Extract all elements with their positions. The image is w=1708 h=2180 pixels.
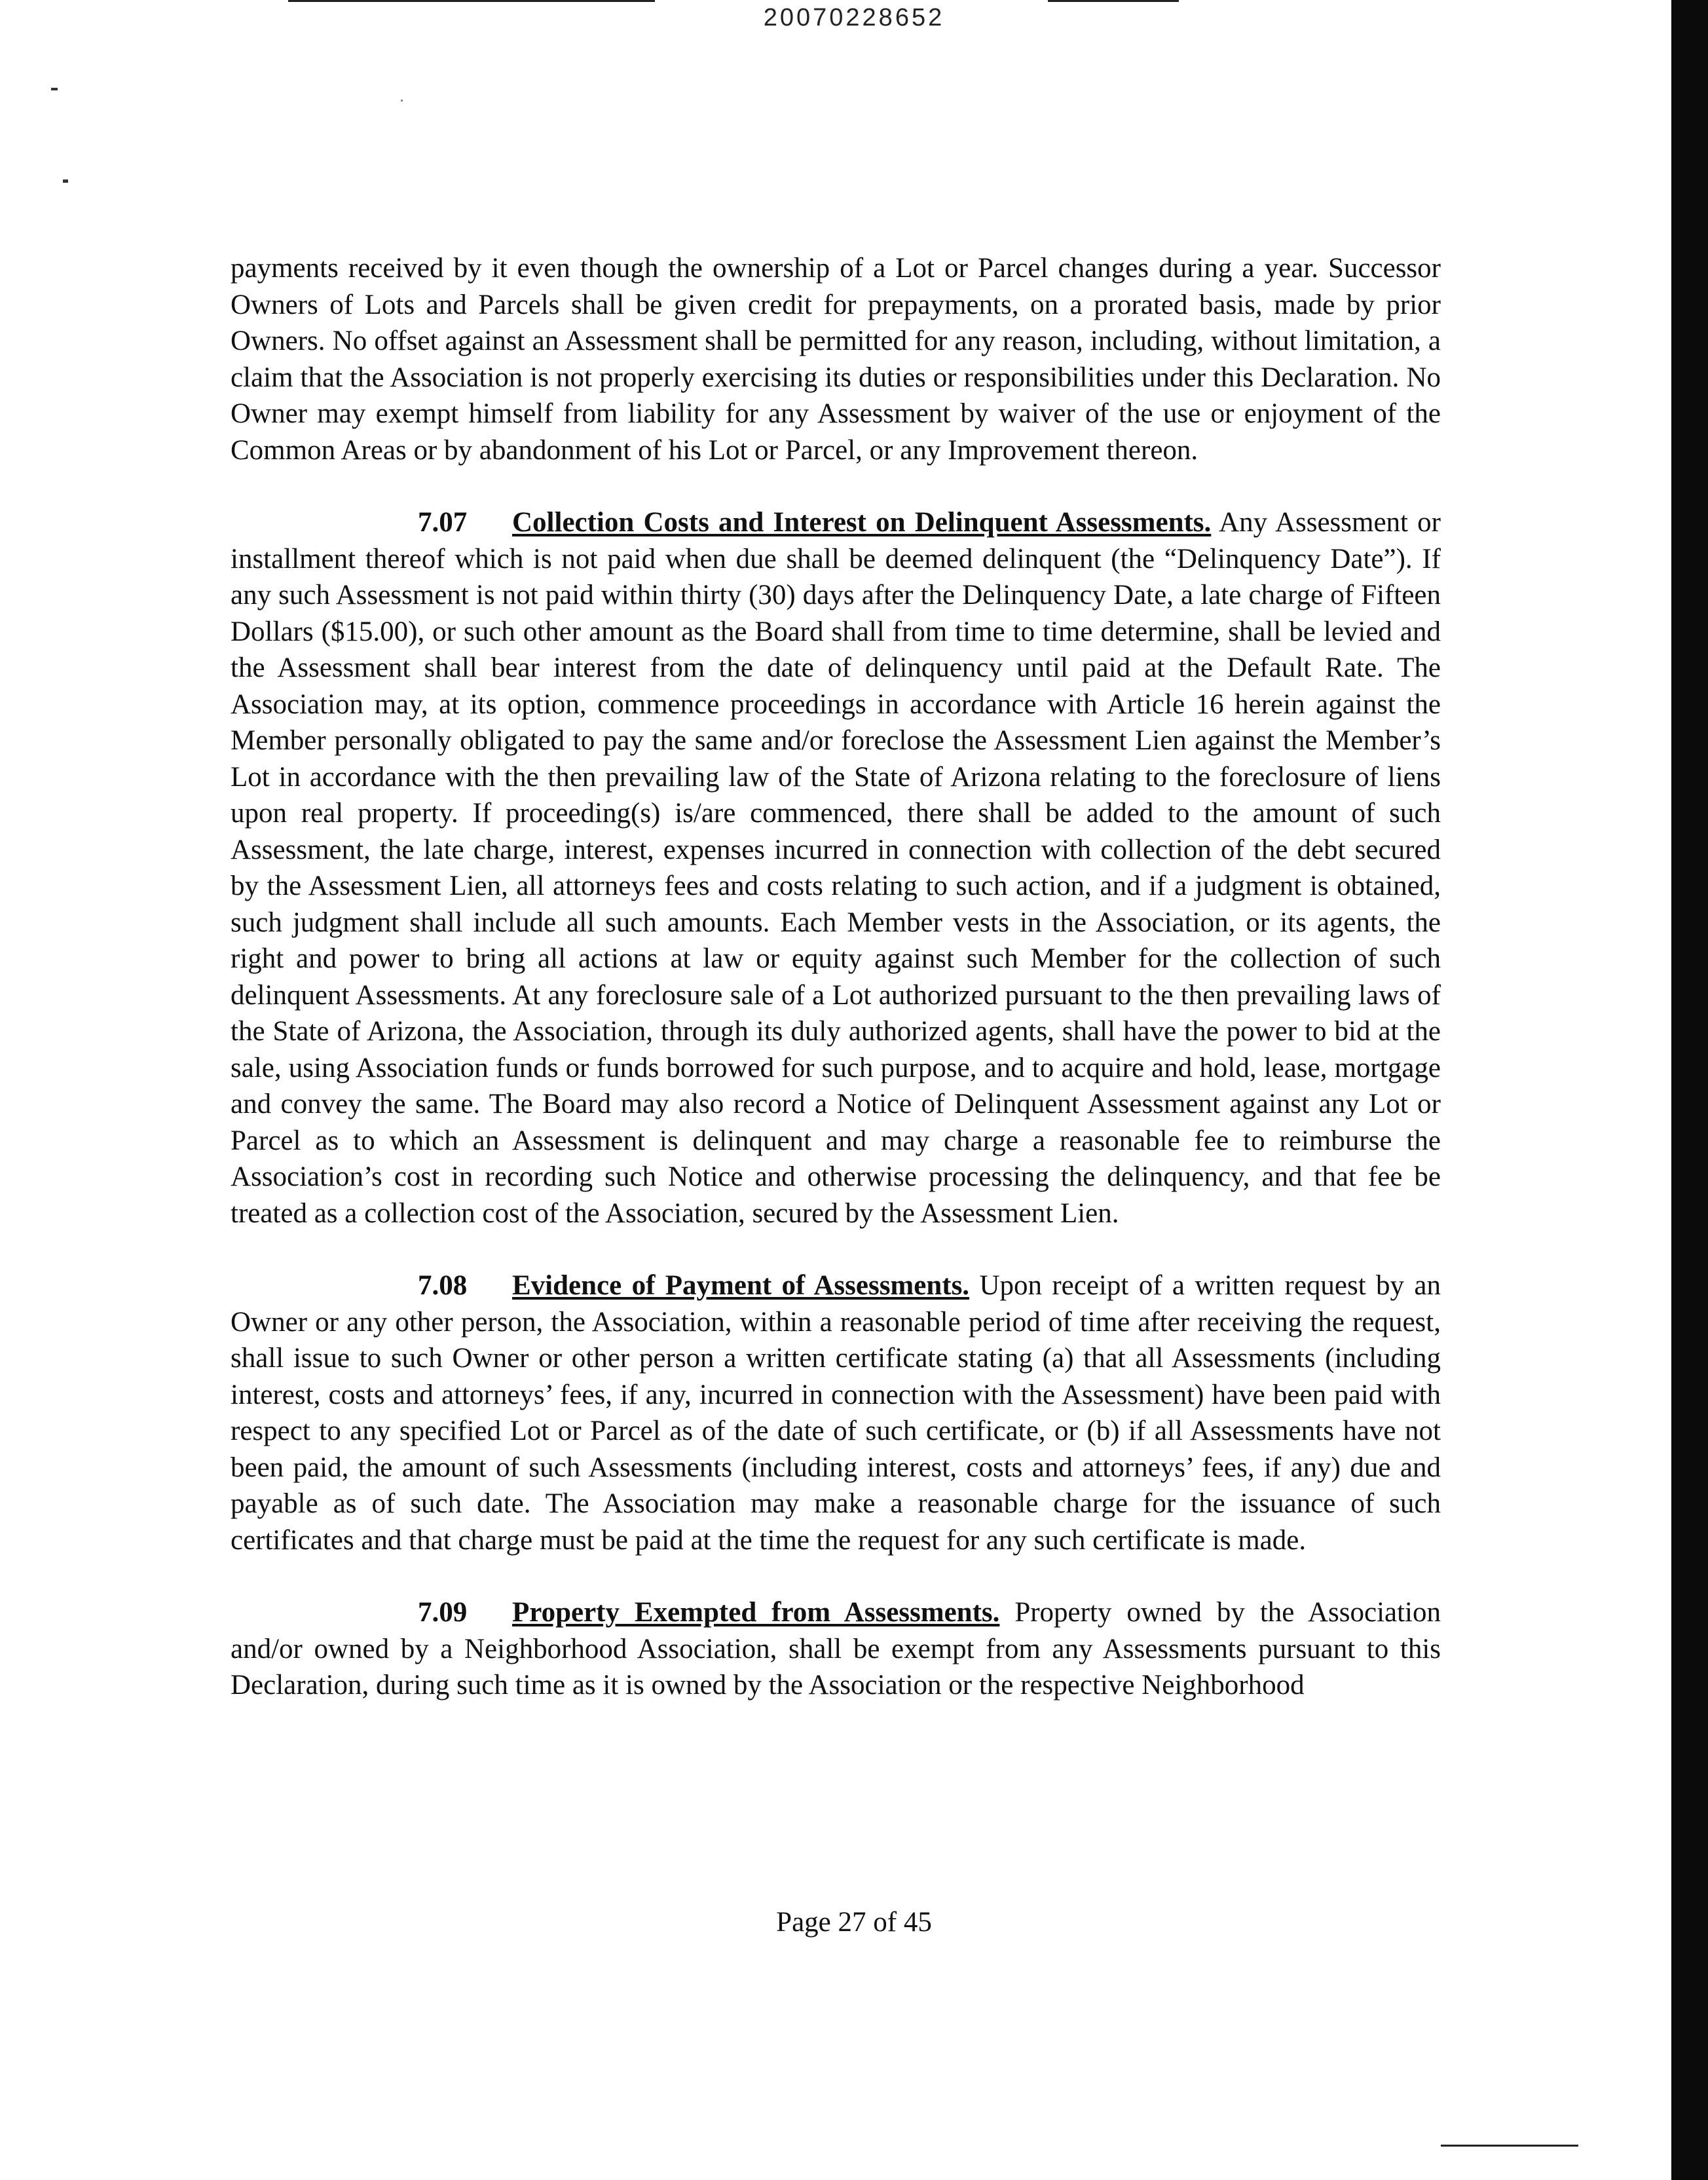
section-number: 7.09 bbox=[418, 1597, 468, 1628]
header-rule-left bbox=[288, 0, 655, 2]
section-7-07 bbox=[231, 504, 1441, 1231]
scan-edge-shadow bbox=[1671, 0, 1708, 2180]
section-heading: Property Exempted from Assessments. bbox=[512, 1597, 1000, 1628]
paragraph-text: Property owned by the Association and/or owned by a Neighborhood Association, shall be exempt from any Assessments pursuant to this Declaration, during such time as it is owned by the Association or the respective Neighborhood bbox=[231, 1597, 1441, 1701]
header-rule-right bbox=[1048, 0, 1179, 2]
section-7-08 bbox=[231, 1268, 1441, 1558]
section-number: 7.07 bbox=[418, 507, 468, 538]
document-body bbox=[231, 250, 1441, 1704]
recording-number: 20070228652 bbox=[763, 4, 945, 31]
scan-speck bbox=[401, 100, 403, 102]
paragraph-text: Upon receipt of a written request by an Owner or any other person, the Association, within a reasonable period of time after receiving the request, shall issue to such Owner or other person a written certificate stating (a) that all Assessments (including interest, costs and attorneys’ fees, if any, incurred in connection with the Assessment) have been paid with respect to any specified Lot or Parcel as of the date of such certificate, or (b) if all Assessments have not been paid, the amount of such Assessments (including interest, costs and attorneys’ fees, if any) due and payable as of such date. The Association may make a reasonable charge for the issuance of such certificates and that charge must be paid at the time the request for any such certificate is made. bbox=[231, 1270, 1441, 1556]
section-heading: Evidence of Payment of Assessments. bbox=[512, 1270, 970, 1301]
scan-speck bbox=[63, 179, 68, 183]
paragraph-text: Any Assessment or installment thereof which is not paid when due shall be deemed delinquent (the “Delinquency Date”). If any such Assessment is not paid within thirty (30) days after the Delinquency Date, a late charge of Fifteen Dollars ($15.00), or such other amount as the Board shall from time to time determine, shall be levied and the Assessment shall bear interest from the date of delinquency until paid at the Default Rate. The Association may, at its option, commence proceedings in accordance with Article 16 herein against the Member personally obligated to pay the same and/or foreclose the Assessment Lien against the Member’s Lot in accordance with the then prevailing law of the State of Arizona relating to the foreclosure of liens upon real property. If proceeding(s) is/are commenced, there shall be added to the amount of such Assessment, the late charge, interest, expenses incurred in connection with collection of the debt secured by the Assessment Lien, all attorneys fees and costs relating to such action, and if a judgment is obtained, such judgment shall include all such amounts. Each Member vests in the Association, or its agents, the right and power to bring all actions at law or equity against such Member for the collection of such delinquent Assessments. At any foreclosure sale of a Lot authorized pursuant to the then prevailing laws of the State of Arizona, the Association, through its duly authorized agents, shall have the power to bid at the sale, using Association funds or funds borrowed for such purpose, and to acquire and hold, lease, mortgage and convey the same. The Board may also record a Notice of Delinquent Assessment against any Lot or Parcel as to which an Assessment is delinquent and may charge a reasonable fee to reimburse the Association’s cost in recording such Notice and otherwise processing the delinquency, and that fee be treated as a collection cost of the Association, secured by the Assessment Lien. bbox=[231, 507, 1441, 1229]
page-number: Page 27 of 45 bbox=[776, 1907, 932, 1938]
paragraph-text: payments received by it even though the ownership of a Lot or Parcel changes during a year. Successor Owners of Lots and Parcels shall be given credit for prepayments, on a prorated basis, made by prior Owners. No offset against an Assessment shall be permitted for any reason, including, without limitation, a claim that the Association is not properly exercising its duties or responsibilities under this Declaration. No Owner may exempt himself from liability for any Assessment by waiver of the use or enjoyment of the Common Areas or by abandonment of his Lot or Parcel, or any Improvement thereon. bbox=[231, 253, 1441, 466]
section-heading: Collection Costs and Interest on Delinquent Assessments. bbox=[512, 507, 1212, 538]
continuation-paragraph bbox=[231, 250, 1441, 468]
section-7-09 bbox=[231, 1594, 1441, 1704]
scan-speck bbox=[51, 88, 58, 90]
footer-rule bbox=[1441, 2145, 1578, 2147]
section-number: 7.08 bbox=[418, 1270, 468, 1301]
